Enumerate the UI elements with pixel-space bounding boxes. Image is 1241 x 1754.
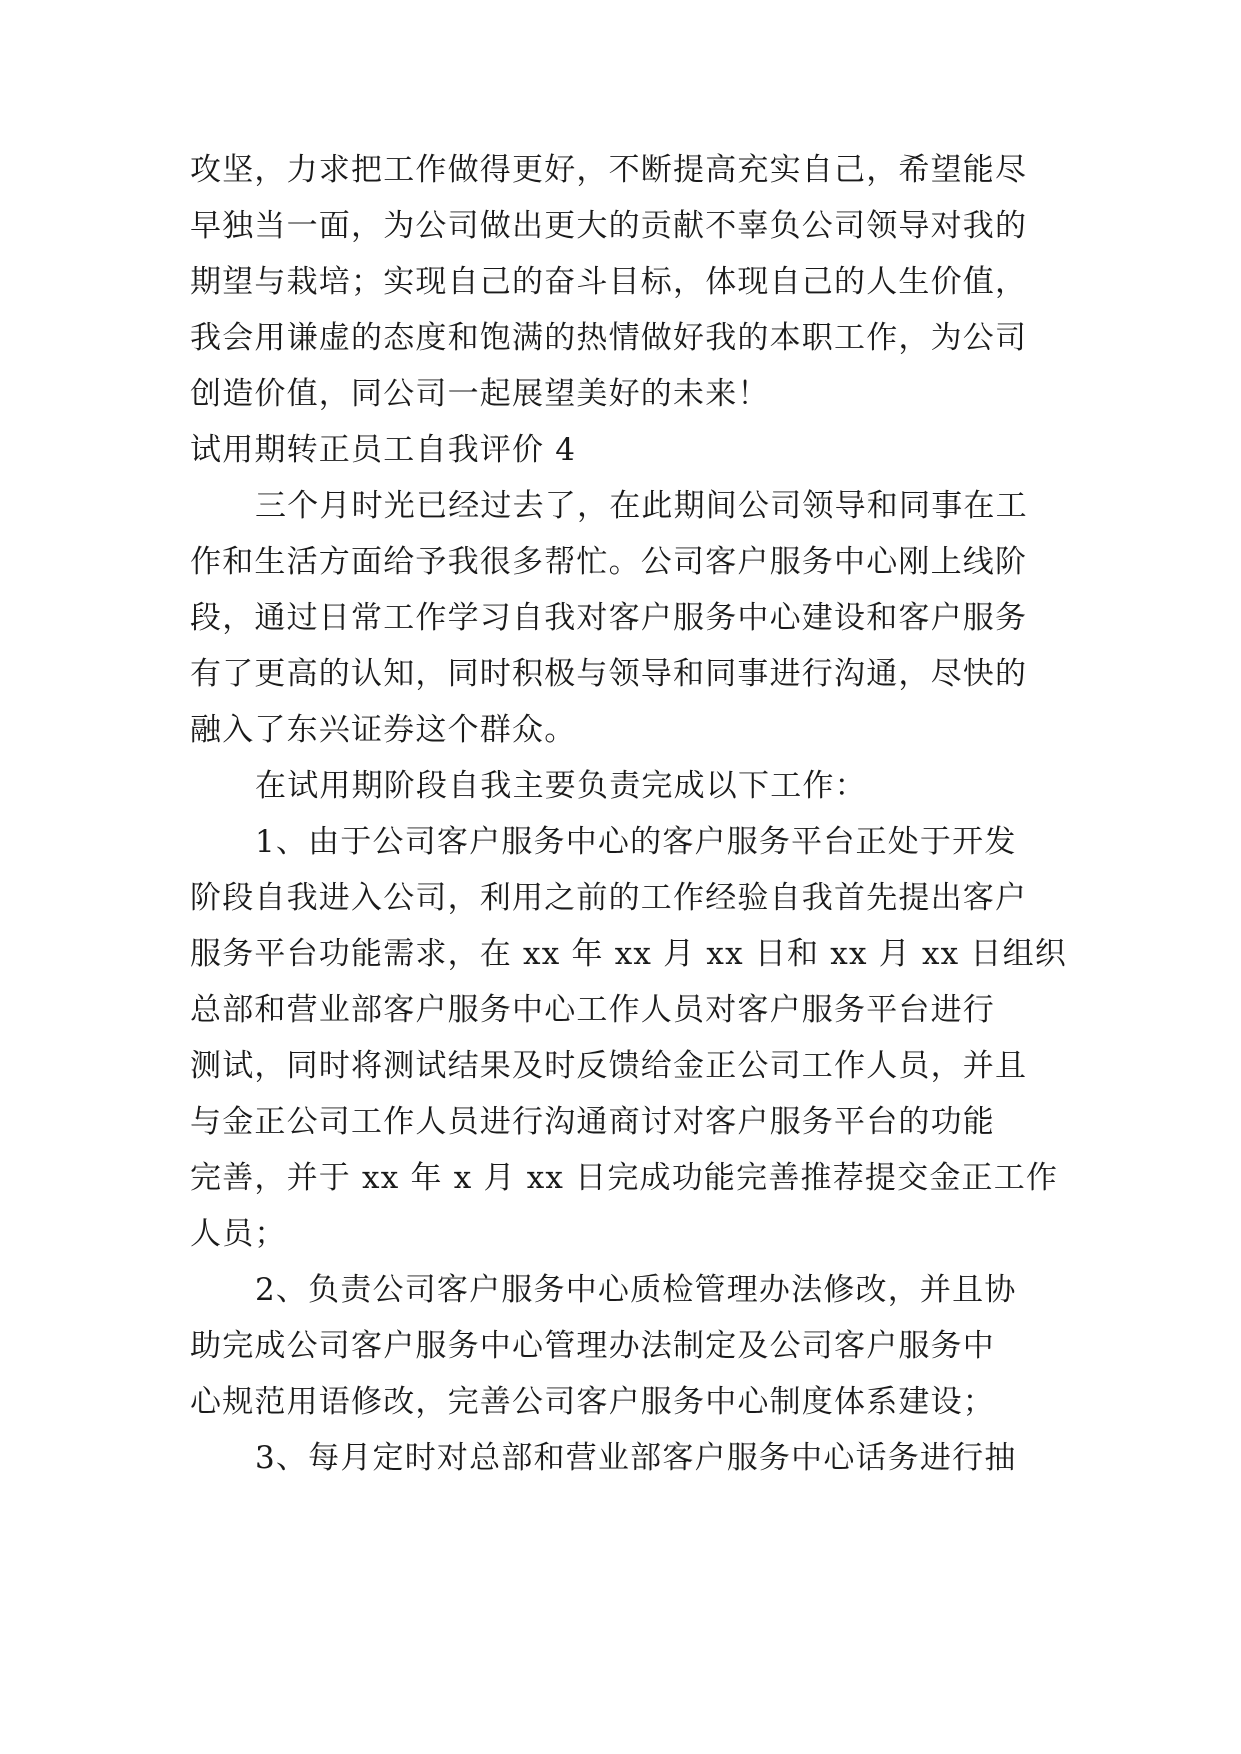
body-text-line: 有了更高的认知，同时积极与领导和同事进行沟通，尽快的 <box>190 656 1028 692</box>
body-text-line: 早独当一面，为公司做出更大的贡献不辜负公司领导对我的 <box>190 208 1028 244</box>
list-item-line: 1、由于公司客户服务中心的客户服务平台正处于开发 <box>255 824 1017 860</box>
list-item-line: 与金正公司工作人员进行沟通商讨对客户服务平台的功能 <box>190 1104 995 1140</box>
body-text-line: 段，通过日常工作学习自我对客户服务中心建设和客户服务 <box>190 600 1028 636</box>
list-item-line: 心规范用语修改，完善公司客户服务中心制度体系建设； <box>190 1384 995 1420</box>
body-text-line: 期望与栽培；实现自己的奋斗目标，体现自己的人生价值， <box>190 264 1028 300</box>
list-item-line: 人员； <box>190 1216 287 1252</box>
list-item-line: 阶段自我进入公司，利用之前的工作经验自我首先提出客户 <box>190 880 1028 916</box>
body-text-line: 在试用期阶段自我主要负责完成以下工作： <box>255 768 867 804</box>
body-text-line: 我会用谦虚的态度和饱满的热情做好我的本职工作，为公司 <box>190 320 1028 356</box>
list-item-line: 2、负责公司客户服务中心质检管理办法修改，并且协 <box>255 1272 1017 1308</box>
list-item-line: 3、每月定时对总部和营业部客户服务中心话务进行抽 <box>255 1440 1017 1476</box>
body-text-line: 创造价值，同公司一起展望美好的未来！ <box>190 376 770 412</box>
list-item-line: 完善，并于 xx 年 x 月 xx 日完成功能完善推荐提交金正工作 <box>190 1160 1059 1196</box>
section-heading: 试用期转正员工自我评价 4 <box>190 432 577 468</box>
list-item-line: 助完成公司客户服务中心管理办法制定及公司客户服务中 <box>190 1328 995 1364</box>
body-text-line: 融入了东兴证券这个群众。 <box>190 712 577 748</box>
body-text-line: 作和生活方面给予我很多帮忙。公司客户服务中心刚上线阶 <box>190 544 1028 580</box>
body-text-line: 攻坚，力求把工作做得更好，不断提高充实自己，希望能尽 <box>190 152 1028 188</box>
body-text-line: 三个月时光已经过去了，在此期间公司领导和同事在工 <box>255 488 1028 524</box>
list-item-line: 测试，同时将测试结果及时反馈给金正公司工作人员，并且 <box>190 1048 1028 1084</box>
list-item-line: 服务平台功能需求，在 xx 年 xx 月 xx 日和 xx 月 xx 日组织 <box>190 936 1067 972</box>
list-item-line: 总部和营业部客户服务中心工作人员对客户服务平台进行 <box>190 992 995 1028</box>
